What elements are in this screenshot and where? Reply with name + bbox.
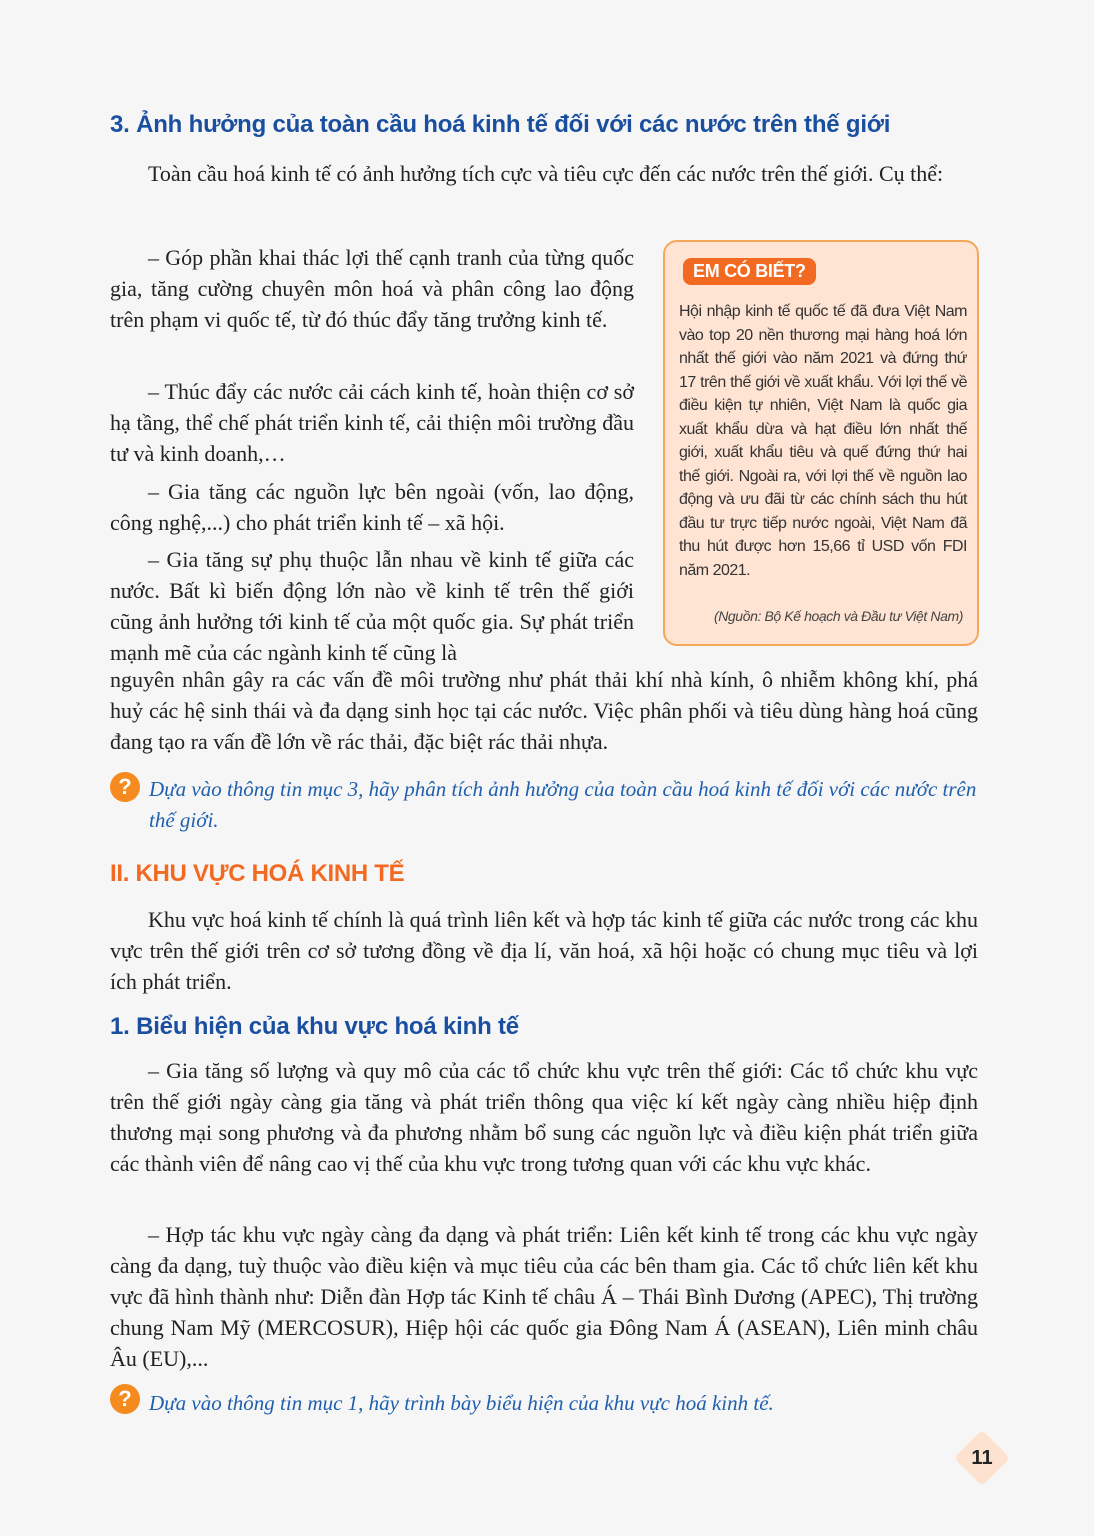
did-you-know-tag: EM CÓ BIẾT? bbox=[683, 258, 816, 285]
question-icon: ? bbox=[110, 772, 140, 802]
section-3-question: Dựa vào thông tin mục 3, hãy phân tích ảnh hưởng của toàn cầu hoá kinh tế đối với các nước trên thế giới. bbox=[149, 777, 977, 832]
bullet-interdependence-continued: nguyên nhân gây ra các vấn đề môi trường như phát thải khí nhà kính, ô nhiễm không khí, phá huỷ các hệ sinh thái và đa dạng sinh học tại các nước. Việc phân phối và tiêu dùng hàng hoá cũng đang tạo ra vấn đề lớn về rác thải, đặc biệt rác thải nhựa. bbox=[110, 667, 978, 754]
section-3-intro: Toàn cầu hoá kinh tế có ảnh hưởng tích cực và tiêu cực đến các nước trên thế giới. Cụ thể: bbox=[148, 161, 944, 186]
subsection-1-question: Dựa vào thông tin mục 1, hãy trình bày biểu hiện của khu vực hoá kinh tế. bbox=[149, 1391, 774, 1415]
section-ii-intro: Khu vực hoá kinh tế chính là quá trình liên kết và hợp tác kinh tế giữa các nước trong các khu vực trên thế giới trên cơ sở tương đồng về địa lí, văn hoá, xã hội hoặc có chung mục tiêu và lợi ích phát triển. bbox=[110, 907, 978, 994]
bullet-interdependence: – Gia tăng sự phụ thuộc lẫn nhau về kinh tế giữa các nước. Bất kì biến động lớn nào về kinh tế trên thế giới cũng ảnh hưởng tới kinh tế của một quốc gia. Sự phát triển mạnh mẽ của các ngành kinh tế cũng là bbox=[110, 547, 634, 665]
bullet-economic-reform: – Thúc đẩy các nước cải cách kinh tế, hoàn thiện cơ sở hạ tầng, thể chế phát triển kinh tế, cải thiện môi trường đầu tư và kinh doanh,… bbox=[110, 379, 634, 466]
subsection-1-heading: 1. Biểu hiện của khu vực hoá kinh tế bbox=[110, 1013, 519, 1040]
bullet-competitive-advantage: – Góp phần khai thác lợi thế cạnh tranh của từng quốc gia, tăng cường chuyên môn hoá và phân công lao động trên phạm vi quốc tế, từ đó thúc đẩy tăng trưởng kinh tế. bbox=[110, 245, 634, 332]
question-icon: ? bbox=[110, 1384, 140, 1414]
did-you-know-source: (Nguồn: Bộ Kế hoạch và Đầu tư Việt Nam) bbox=[713, 608, 963, 624]
page-number: 11 bbox=[971, 1447, 993, 1469]
subsection-1-paragraph-1: – Gia tăng số lượng và quy mô của các tổ chức khu vực trên thế giới: Các tổ chức khu vực trên thế giới ngày càng gia tăng và phát triển thông qua việc kí kết ngày càng nhiều hiệp định thương mại song phương và đa phương nhằm bổ sung các nguồn lực và điều kiện phát triển giữa các thành viên để nâng cao vị thế của khu vực trong tương quan với các khu vực khác. bbox=[110, 1058, 978, 1176]
did-you-know-box bbox=[663, 240, 979, 646]
did-you-know-body: Hội nhập kinh tế quốc tế đã đưa Việt Nam vào top 20 nền thương mại hàng hoá lớn nhất thế giới vào năm 2021 và đứng thứ 17 trên thế giới về xuất khẩu. Với lợi thế về điều kiện tự nhiên, Việt Nam là quốc gia xuất khẩu dừa và hạt điều lớn nhất thế giới, xuất khẩu tiêu và quế đứng thứ hai thế giới. Ngoài ra, với lợi thế về nguồn lao động và ưu đãi từ các chính sách thu hút đầu tư trực tiếp nước ngoài, Việt Nam đã thu hút được hơn 15,66 tỉ USD vốn FDI năm 2021. bbox=[679, 303, 967, 579]
bullet-external-resources: – Gia tăng các nguồn lực bên ngoài (vốn, lao động, công nghệ,...) cho phát triển kinh tế – xã hội. bbox=[110, 479, 634, 535]
section-ii-heading: II. KHU VỰC HOÁ KINH TẾ bbox=[110, 860, 405, 887]
section-3-heading: 3. Ảnh hưởng của toàn cầu hoá kinh tế đối với các nước trên thế giới bbox=[110, 111, 891, 138]
subsection-1-paragraph-2: – Hợp tác khu vực ngày càng đa dạng và phát triển: Liên kết kinh tế trong các khu vực ngày càng đa dạng, tuỳ thuộc vào điều kiện và mục tiêu của các bên tham gia. Các tổ chức liên kết khu vực đã hình thành như: Diễn đàn Hợp tác Kinh tế châu Á – Thái Bình Dương (APEC), Thị trường chung Nam Mỹ (MERCOSUR), Hiệp hội các quốc gia Đông Nam Á (ASEAN), Liên minh châu Âu (EU),... bbox=[110, 1222, 978, 1371]
